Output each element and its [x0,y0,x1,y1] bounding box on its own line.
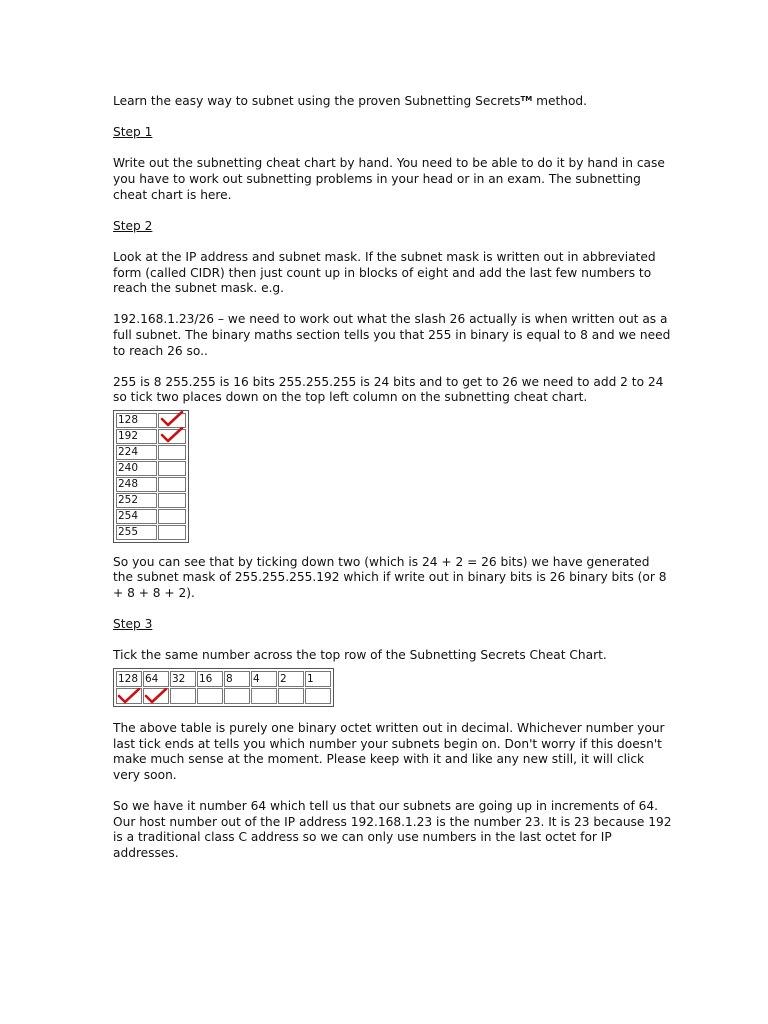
chart-row [116,445,186,460]
chart-header-row [116,671,331,687]
chart-value-cell: 192 [116,429,157,444]
chart-tick-cell [158,429,186,444]
chart-row [116,429,186,444]
intro-text: Learn the easy way to subnet using the proven Subnetting Secrets [113,94,521,108]
chart-tick-cell [158,525,186,540]
chart-value-cell: 224 [116,445,157,460]
chart-value-cell: 252 [116,493,157,508]
chart-tick-cell [158,413,186,428]
chart-row [116,525,186,540]
step-3-body-2: The above table is purely one binary octet written out in decimal. Whichever number your last tick ends at tells you which number your subnets begin on. Don't worry if this doesn't make much sense at the moment. Please keep with it and like any new still, it will click very soon. [113,721,665,782]
chart-tick-cell [197,688,223,704]
chart-tick-cell [143,688,169,704]
step-1-heading: Step 1 [113,125,153,140]
chart-value-cell: 16 [197,671,223,687]
checkmark-icon [117,688,141,704]
step-2-body-1: Look at the IP address and subnet mask. If the subnet mask is written out in abbreviated form (called CIDR) then just count up in blocks of eight and add the last few numbers to reach the subnet mask. e.g. [113,249,656,296]
chart-value-cell: 240 [116,461,157,476]
intro-suffix: method. [532,94,588,108]
step-3-heading: Step 3 [113,617,153,632]
chart-row [116,493,186,508]
step-2-body-4: So you can see that by ticking down two (which is 24 + 2 = 26 bits) we have generated the subnet mask of 255.255.255.192 which if write out in binary bits is 26 binary bits (or 8 + 8 + 8 + 2). [113,554,667,601]
chart-tick-cell [116,688,142,704]
chart-tick-cell [158,509,186,524]
horizontal-cheat-chart [113,668,334,707]
chart-row [116,461,186,476]
chart-row [116,509,186,524]
vertical-cheat-chart [113,410,189,543]
chart-value-cell: 128 [116,413,157,428]
chart-value-cell: 248 [116,477,157,492]
step-3-body-3: So we have it number 64 which tell us that our subnets are going up in increments of 64. Our host number out of the IP address 192.168.1.23 is the number 23. It is 23 because 192 is a traditional class C address so we can only use numbers in the last octet for IP addresses. [113,799,672,860]
chart-tick-cell [158,493,186,508]
chart-tick-cell [305,688,331,704]
chart-row [116,477,186,492]
step-2-body-2: 192.168.1.23/26 – we need to work out what the slash 26 actually is when written out as a full subnet. The binary maths section tells you that 255 in binary is equal to 8 and we need to reach 26 so.. [113,312,671,358]
checkmark-icon [144,688,168,704]
step-2-heading: Step 2 [113,218,153,233]
chart-tick-cell [158,445,186,460]
chart-value-cell: 64 [143,671,169,687]
checkmark-icon [160,411,184,427]
step-1-body: Write out the subnetting cheat chart by hand. You need to be able to do it by hand in case you have to work out subnetting problems in your head or in an exam. The subnetting cheat chart is here. [113,156,665,202]
chart-value-cell: 1 [305,671,331,687]
trademark-mark: TM [520,95,533,103]
intro-paragraph [113,92,673,110]
chart-tick-cell [278,688,304,704]
chart-value-cell: 8 [224,671,250,687]
chart-tick-cell [224,688,250,704]
chart-tick-cell [251,688,277,704]
chart-tick-cell [158,477,186,492]
chart-value-cell: 2 [278,671,304,687]
chart-tick-row [116,688,331,704]
checkmark-icon [160,427,184,443]
chart-row [116,413,186,428]
chart-value-cell: 254 [116,509,157,524]
step-3-body-1: Tick the same number across the top row of the Subnetting Secrets Cheat Chart. [113,648,607,663]
chart-value-cell: 4 [251,671,277,687]
step-2-body-3: 255 is 8 255.255 is 16 bits 255.255.255 is 24 bits and to get to 26 we need to add 2 to 24 so tick two places down on the top left column on the subnetting cheat chart. [113,374,664,405]
chart-value-cell: 255 [116,525,157,540]
chart-value-cell: 32 [170,671,196,687]
chart-tick-cell [170,688,196,704]
chart-value-cell: 128 [116,671,142,687]
chart-tick-cell [158,461,186,476]
